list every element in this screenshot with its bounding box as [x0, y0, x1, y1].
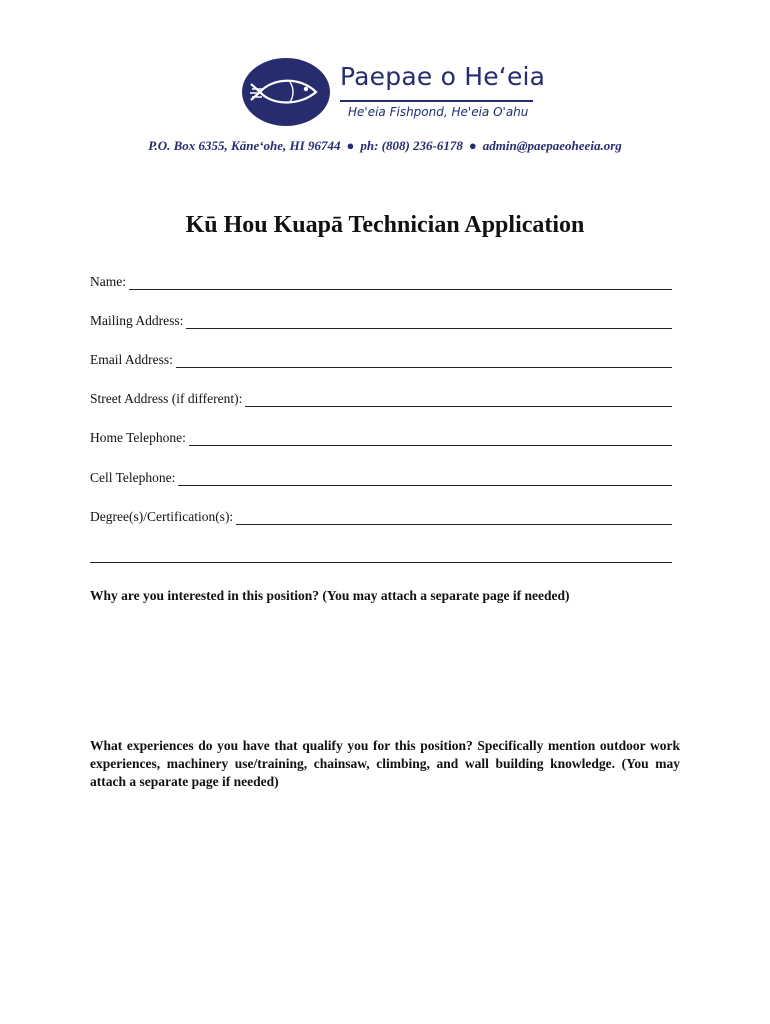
mailing-address-label: Mailing Address:	[90, 313, 184, 328]
org-subtitle: He'eia Fishpond, He'eia O'ahu	[348, 105, 529, 119]
mailing-address-field[interactable]	[90, 313, 672, 329]
degrees-field[interactable]	[90, 509, 672, 525]
logo-oval	[242, 58, 330, 126]
degrees-continuation-line[interactable]	[90, 562, 672, 563]
page-title: Kū Hou Kuapā Technician Application	[185, 212, 585, 238]
mailing-address-input-line[interactable]	[186, 316, 672, 329]
degrees-label: Degree(s)/Certification(s):	[90, 509, 234, 524]
home-telephone-field[interactable]	[90, 430, 672, 446]
logo-divider	[340, 100, 533, 102]
degrees-input-line[interactable]	[236, 512, 672, 525]
interest-question: Why are you interested in this position? (You may attach a separate page if needed)	[90, 588, 570, 603]
name-input-line[interactable]	[129, 277, 672, 290]
email-address-field[interactable]	[90, 352, 672, 368]
street-address-label: Street Address (if different):	[90, 391, 243, 406]
cell-telephone-input-line[interactable]	[178, 473, 672, 486]
address-text: P.O. Box 6355, Kāne‘ohe, HI 96744	[148, 138, 341, 153]
fish-icon	[250, 72, 322, 112]
org-name: Paepae o He‘eia	[340, 62, 546, 91]
email-link[interactable]: admin@paepaeoheeia.org	[482, 138, 622, 153]
separator-dot: ●	[346, 138, 355, 153]
logo	[242, 58, 546, 128]
street-address-field[interactable]	[90, 391, 672, 407]
experience-question: What experiences do you have that qualify you for this position? Specifically mention outdoor work experiences, machinery use/training, chainsaw, climbing, and wall building knowledge. (You may attach a separate page if needed)	[90, 738, 680, 789]
separator-dot: ●	[468, 138, 477, 153]
home-telephone-label: Home Telephone:	[90, 430, 186, 445]
home-telephone-input-line[interactable]	[189, 433, 672, 446]
street-address-input-line[interactable]	[245, 394, 672, 407]
phone-text: ph: (808) 236-6178	[360, 138, 463, 153]
name-label: Name:	[90, 274, 126, 289]
cell-telephone-field[interactable]	[90, 470, 672, 486]
name-field[interactable]	[90, 274, 672, 290]
cell-telephone-label: Cell Telephone:	[90, 470, 176, 485]
email-address-input-line[interactable]	[176, 355, 672, 368]
email-address-label: Email Address:	[90, 352, 173, 367]
contact-line	[0, 138, 770, 154]
